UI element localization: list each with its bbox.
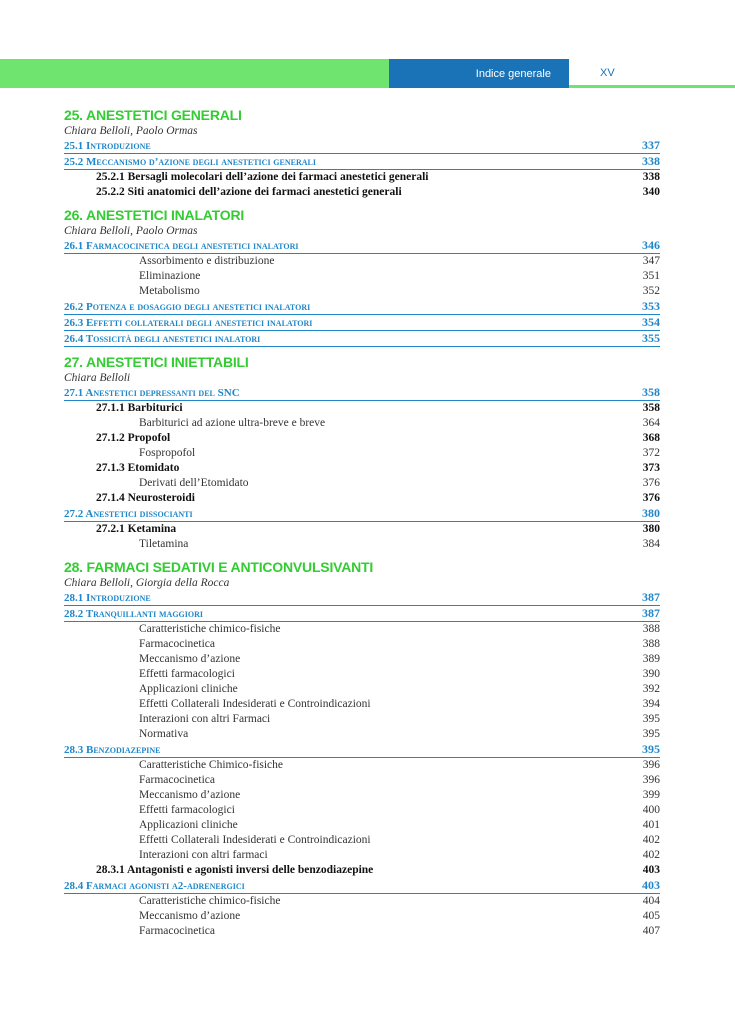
toc-item-row[interactable] xyxy=(64,818,660,833)
toc-page-number: 358 xyxy=(642,402,660,414)
chapter-block xyxy=(64,354,660,552)
toc-entry-label: 27.1 Anestetici depressanti del SNC xyxy=(64,387,240,399)
toc-entry-label: 27.1.1 Barbiturici xyxy=(96,402,183,414)
toc-section-row[interactable] xyxy=(64,299,660,315)
toc-item-row[interactable] xyxy=(64,284,660,299)
toc-entry-label: 25.1 Introduzione xyxy=(64,140,151,152)
toc-entry-label: Applicazioni cliniche xyxy=(139,683,238,695)
toc-subsection-row[interactable] xyxy=(64,863,660,878)
chapter-block xyxy=(64,107,660,200)
toc-item-row[interactable] xyxy=(64,416,660,431)
toc-page-number: 392 xyxy=(642,683,660,695)
toc-item-row[interactable] xyxy=(64,924,660,939)
toc-subsection-row[interactable] xyxy=(64,522,660,537)
toc-section-row[interactable] xyxy=(64,742,660,758)
toc-section-row[interactable] xyxy=(64,331,660,347)
toc-page-number: 373 xyxy=(642,462,660,474)
toc-subsection-row[interactable] xyxy=(64,461,660,476)
toc-item-row[interactable] xyxy=(64,652,660,667)
toc-section-row[interactable] xyxy=(64,878,660,894)
toc-page-number: 394 xyxy=(642,698,660,710)
header-rule xyxy=(569,85,735,88)
toc-entry-label: 26.2 Potenza e dosaggio degli anestetici inalatori xyxy=(64,301,311,313)
header-green-band xyxy=(0,59,389,88)
toc-page-number: 380 xyxy=(642,523,660,535)
toc-page-number: 407 xyxy=(642,925,660,937)
toc-page-number: 351 xyxy=(642,270,660,282)
toc-section-row[interactable] xyxy=(64,138,660,154)
toc-entry-label: Effetti farmacologici xyxy=(139,804,235,816)
page-header xyxy=(0,59,735,88)
toc-item-row[interactable] xyxy=(64,727,660,742)
toc-item-row[interactable] xyxy=(64,269,660,284)
toc-entry-label: Effetti farmacologici xyxy=(139,668,235,680)
toc-entry-label: Normativa xyxy=(139,728,189,740)
toc-page-number: 402 xyxy=(642,849,660,861)
toc-page-number: 376 xyxy=(642,492,660,504)
toc-page-number: 384 xyxy=(642,538,660,550)
toc-entry-label: Farmacocinetica xyxy=(139,925,215,937)
table-of-contents xyxy=(64,107,660,939)
toc-entry-label: 26.4 Tossicità degli anestetici inalatori xyxy=(64,333,261,345)
toc-page-number: 388 xyxy=(642,623,660,635)
toc-section-row[interactable] xyxy=(64,385,660,401)
toc-subsection-row[interactable] xyxy=(64,170,660,185)
toc-page-number: 389 xyxy=(642,653,660,665)
toc-entry-label: 28.3.1 Antagonisti e agonisti inversi delle benzodiazepine xyxy=(96,864,374,876)
toc-page-number: 376 xyxy=(642,477,660,489)
chapter-authors: Chiara Belloli, Paolo Ormas xyxy=(64,125,198,137)
toc-item-row[interactable] xyxy=(64,537,660,552)
toc-page-number: 388 xyxy=(642,638,660,650)
chapter-authors: Chiara Belloli, Giorgia della Rocca xyxy=(64,577,230,589)
toc-item-row[interactable] xyxy=(64,254,660,269)
toc-page-number: 368 xyxy=(642,432,660,444)
toc-page-number: 364 xyxy=(642,417,660,429)
toc-section-row[interactable] xyxy=(64,238,660,254)
toc-item-row[interactable] xyxy=(64,637,660,652)
toc-page-number: 405 xyxy=(642,910,660,922)
toc-subsection-row[interactable] xyxy=(64,185,660,200)
toc-section-row[interactable] xyxy=(64,506,660,522)
toc-item-row[interactable] xyxy=(64,682,660,697)
toc-entry-label: Derivati dell’Etomidato xyxy=(139,477,249,489)
toc-item-row[interactable] xyxy=(64,622,660,637)
toc-item-row[interactable] xyxy=(64,476,660,491)
toc-page-number: 353 xyxy=(642,299,660,313)
toc-item-row[interactable] xyxy=(64,667,660,682)
toc-page-number: 403 xyxy=(642,864,660,876)
chapter-title[interactable]: 26. ANESTETICI INALATORI xyxy=(64,207,245,223)
toc-page-number: 401 xyxy=(642,819,660,831)
toc-page-number: 390 xyxy=(642,668,660,680)
toc-page-number: 387 xyxy=(642,606,660,620)
chapter-title[interactable]: 27. ANESTETICI INIETTABILI xyxy=(64,354,249,370)
toc-item-row[interactable] xyxy=(64,894,660,909)
toc-item-row[interactable] xyxy=(64,803,660,818)
toc-page-number: 387 xyxy=(642,590,660,604)
toc-entry-label: Interazioni con altri Farmaci xyxy=(139,713,271,725)
toc-item-row[interactable] xyxy=(64,909,660,924)
toc-entry-label: Effetti Collaterali Indesiderati e Controindicazioni xyxy=(139,834,371,846)
toc-entry-label: 27.1.3 Etomidato xyxy=(96,462,180,474)
toc-entry-label: 28.4 Farmaci agonisti α2-adrenergici xyxy=(64,880,245,892)
toc-page-number: 355 xyxy=(642,331,660,345)
toc-entry-label: Tiletamina xyxy=(139,538,189,550)
toc-item-row[interactable] xyxy=(64,697,660,712)
toc-entry-label: Eliminazione xyxy=(139,270,201,282)
chapter-title[interactable]: 25. ANESTETICI GENERALI xyxy=(64,107,242,123)
toc-entry-label: 27.2 Anestetici dissocianti xyxy=(64,508,193,520)
toc-page-number: 396 xyxy=(642,759,660,771)
toc-entry-label: Farmacocinetica xyxy=(139,774,215,786)
toc-section-row[interactable] xyxy=(64,315,660,331)
toc-entry-label: Barbiturici ad azione ultra-breve e breve xyxy=(139,417,326,429)
toc-entry-label: Assorbimento e distribuzione xyxy=(139,255,275,267)
toc-entry-label: Caratteristiche chimico-fisiche xyxy=(139,895,281,907)
chapter-authors: Chiara Belloli xyxy=(64,372,131,384)
toc-entry-label: 28.3 Benzodiazepine xyxy=(64,744,161,756)
toc-page-number: 338 xyxy=(642,154,660,168)
toc-section-row[interactable] xyxy=(64,590,660,606)
toc-page-number: 402 xyxy=(642,834,660,846)
toc-item-row[interactable] xyxy=(64,446,660,461)
toc-section-row[interactable] xyxy=(64,154,660,170)
toc-page-number: 396 xyxy=(642,774,660,786)
toc-entry-label: Fospropofol xyxy=(139,447,196,459)
toc-item-row[interactable] xyxy=(64,833,660,848)
toc-entry-label: 27.1.4 Neurosteroidi xyxy=(96,492,195,504)
toc-page-number: 403 xyxy=(642,878,660,892)
header-section-tab xyxy=(389,59,569,88)
toc-page-number: 399 xyxy=(642,789,660,801)
chapter-authors: Chiara Belloli, Paolo Ormas xyxy=(64,225,198,237)
chapter-title[interactable]: 28. FARMACI SEDATIVI E ANTICONVULSIVANTI xyxy=(64,559,374,575)
toc-page-number: 338 xyxy=(642,171,660,183)
toc-item-row[interactable] xyxy=(64,848,660,863)
header-page-number: XV xyxy=(600,67,615,79)
chapter-block xyxy=(64,559,660,939)
toc-entry-label: Caratteristiche chimico-fisiche xyxy=(139,623,281,635)
toc-page-number: 395 xyxy=(642,728,660,740)
toc-entry-label: Applicazioni cliniche xyxy=(139,819,238,831)
chapter-block xyxy=(64,207,660,347)
toc-page-number: 400 xyxy=(642,804,660,816)
toc-item-row[interactable] xyxy=(64,758,660,773)
toc-entry-label: Interazioni con altri farmaci xyxy=(139,849,268,861)
toc-page-number: 354 xyxy=(642,315,660,329)
toc-entry-label: Meccanismo d’azione xyxy=(139,910,241,922)
toc-item-row[interactable] xyxy=(64,788,660,803)
toc-entry-label: 25.2.1 Bersagli molecolari dell’azione dei farmaci anestetici generali xyxy=(96,171,429,183)
toc-item-row[interactable] xyxy=(64,773,660,788)
toc-page-number: 340 xyxy=(642,186,660,198)
toc-page-number: 352 xyxy=(642,285,660,297)
toc-entry-label: 27.2.1 Ketamina xyxy=(96,523,177,535)
toc-page-number: 347 xyxy=(642,255,660,267)
toc-entry-label: Caratteristiche Chimico-fisiche xyxy=(139,759,284,771)
toc-page-number: 372 xyxy=(642,447,660,459)
toc-entry-label: 25.2 Meccanismo d’azione degli anestetici generali xyxy=(64,156,316,168)
toc-entry-label: 28.2 Tranquillanti maggiori xyxy=(64,608,204,620)
toc-entry-label: Metabolismo xyxy=(139,285,200,297)
toc-page-number: 404 xyxy=(642,895,660,907)
toc-page-number: 358 xyxy=(642,385,660,399)
header-section-label: Indice generale xyxy=(475,67,551,80)
toc-item-row[interactable] xyxy=(64,712,660,727)
toc-page-number: 395 xyxy=(642,713,660,725)
toc-entry-label: Farmacocinetica xyxy=(139,638,215,650)
toc-entry-label: 25.2.2 Siti anatomici dell’azione dei farmaci anestetici generali xyxy=(96,186,402,198)
toc-section-row[interactable] xyxy=(64,606,660,622)
toc-subsection-row[interactable] xyxy=(64,431,660,446)
toc-entry-label: Effetti Collaterali Indesiderati e Controindicazioni xyxy=(139,698,371,710)
toc-page-number: 337 xyxy=(642,138,660,152)
toc-subsection-row[interactable] xyxy=(64,491,660,506)
toc-entry-label: 28.1 Introduzione xyxy=(64,592,151,604)
toc-entry-label: 27.1.2 Propofol xyxy=(96,432,171,444)
toc-entry-label: 26.3 Effetti collaterali degli anestetici inalatori xyxy=(64,317,313,329)
toc-entry-label: 26.1 Farmacocinetica degli anestetici inalatori xyxy=(64,240,299,252)
toc-page-number: 346 xyxy=(642,238,660,252)
toc-entry-label: Meccanismo d’azione xyxy=(139,789,241,801)
toc-entry-label: Meccanismo d’azione xyxy=(139,653,241,665)
toc-page-number: 395 xyxy=(642,742,660,756)
toc-page-number: 380 xyxy=(642,506,660,520)
toc-subsection-row[interactable] xyxy=(64,401,660,416)
